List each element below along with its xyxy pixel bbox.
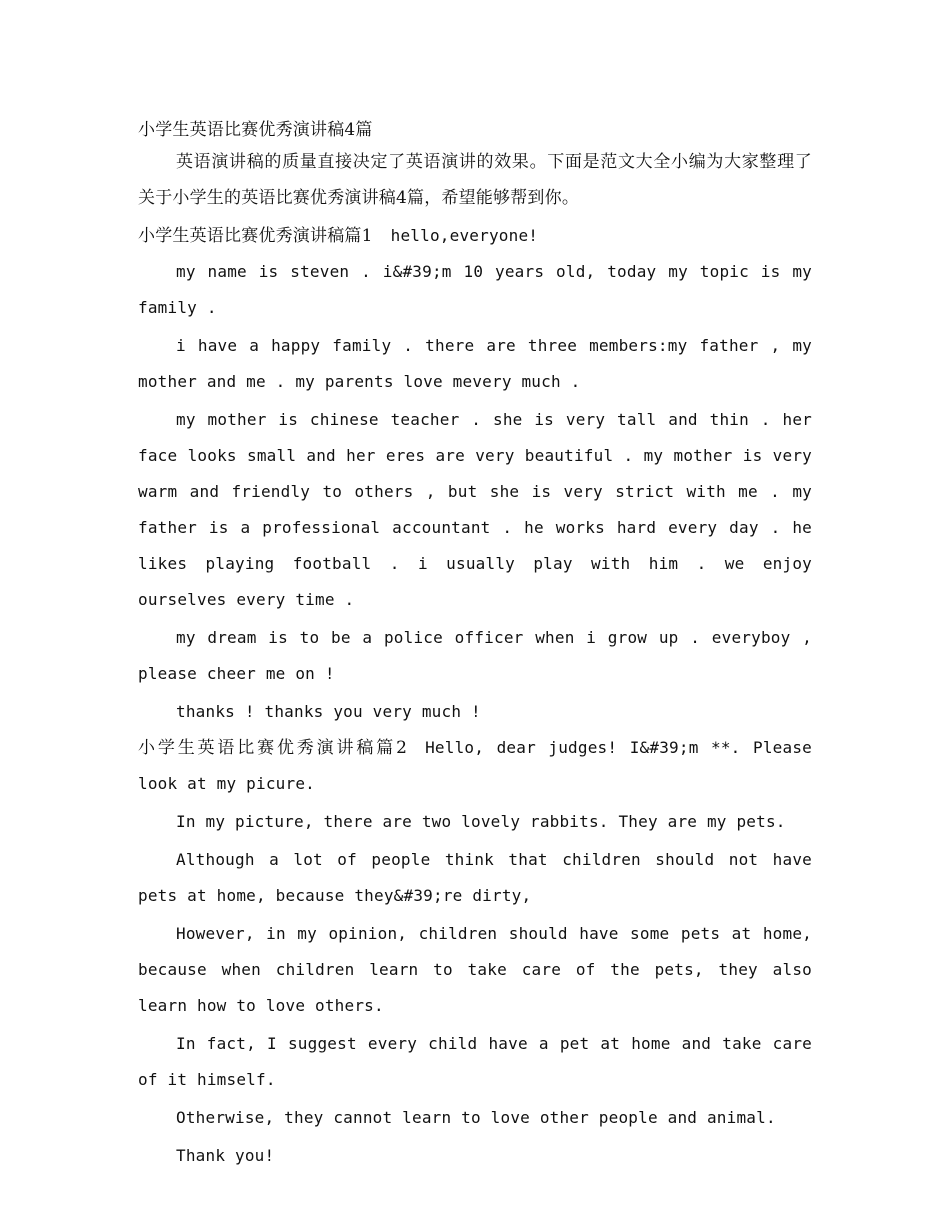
document-body [138, 116, 812, 1176]
section2-heading-line [138, 730, 812, 802]
section2-paragraph-2: Although a lot of people think that children should not have pets at home, because they&#39;re dirty, [138, 850, 812, 905]
section1-paragraph-4: my dream is to be a police officer when i grow up . everyboy , please cheer me on ! [138, 628, 812, 683]
section1-heading-line [138, 218, 812, 254]
intro-paragraph: 英语演讲稿的质量直接决定了英语演讲的效果。下面是范文大全小编为大家整理了关于小学生的英语比赛优秀演讲稿4篇，希望能够帮到你。 [138, 152, 812, 208]
section1-opening: hello,everyone! [390, 226, 539, 245]
section2-paragraph-1: In my picture, there are two lovely rabbits. They are my pets. [176, 812, 786, 831]
section1-paragraph-1: my name is steven . i&#39;m 10 years old, today my topic is my family . [138, 262, 812, 317]
section2-paragraph-5: Otherwise, they cannot learn to love other people and animal. [176, 1108, 776, 1127]
section1-paragraph-5: thanks ! thanks you very much ! [176, 702, 481, 721]
section2-label: 小学生英语比赛优秀演讲稿篇2 [138, 738, 408, 758]
section1-paragraph-2: i have a happy family . there are three members:my father , my mother and me . my parents love mevery much . [138, 336, 812, 391]
section1-label: 小学生英语比赛优秀演讲稿篇1 [138, 226, 373, 246]
section2-paragraph-4: In fact, I suggest every child have a pet at home and take care of it himself. [138, 1034, 812, 1089]
section2-paragraph-6: Thank you! [176, 1146, 275, 1165]
document-title: 小学生英语比赛优秀演讲稿4篇 [138, 120, 373, 140]
section2-opening: Hello, dear judges! I&#39;m **. Please look at my picure. [138, 738, 812, 793]
section2-paragraph-3: However, in my opinion, children should have some pets at home, because when children learn to take care of the pets, they also learn how to love others. [138, 924, 812, 1015]
section1-paragraph-3: my mother is chinese teacher . she is very tall and thin . her face looks small and her eres are very beautiful . my mother is very warm and friendly to others , but she is very strict with me . my father is a professional accountant . he works hard every day . he likes playing football . i usually play with him . we enjoy ourselves every time . [138, 410, 812, 609]
